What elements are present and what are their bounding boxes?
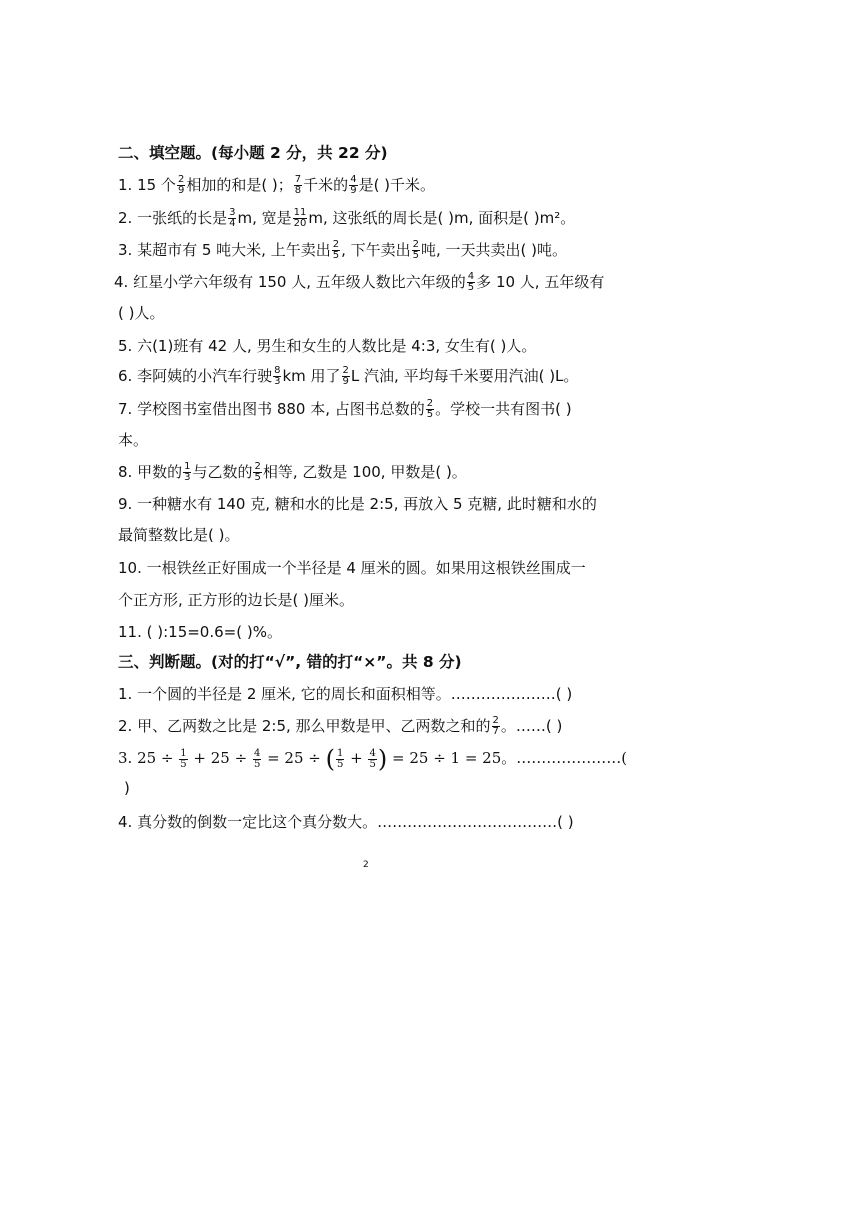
- question-2-10: 10. 一根铁丝正好围成一个半径是 4 厘米的圆。如果用这根铁丝围成一: [118, 559, 586, 577]
- fraction: $\frac{3}{4}$: [229, 207, 236, 229]
- section-2-title: 二、填空题。(每小题 2 分，共 22 分): [118, 144, 388, 162]
- question-2-8: 8. 甲数的 $\frac{1}{3}$ 与乙数的 $\frac{2}{5}$ 相等, 乙数是 100, 甲数是( )。: [118, 461, 467, 483]
- question-2-6: 6. 李阿姨的小汽车行驶 $\frac{8}{3}$ km 用了 $\frac{2}{9}$ L 汽油, 平均每千米要用汽油( )L。: [118, 365, 579, 387]
- fraction: $\frac{2}{5}$: [412, 239, 419, 261]
- fraction: $\frac{7}{8}$: [294, 174, 302, 196]
- question-2-3: 3. 某超市有 5 吨大米, 上午卖出 $\frac{2}{5}$ , 下午卖出 $\frac{2}{5}$ 吨, 一天共卖出( )吨。: [118, 239, 568, 261]
- question-2-4-cont: ( )人。: [118, 304, 165, 322]
- fraction: $\frac{2}{9}$: [342, 365, 349, 387]
- question-2-10-cont: 个正方形, 正方形的边长是( )厘米。: [118, 591, 355, 609]
- fraction: $\frac{1}{5}$: [180, 747, 187, 770]
- question-2-9: 9. 一种糖水有 140 克, 糖和水的比是 2:5, 再放入 5 克糖, 此时糖和水的: [118, 495, 597, 513]
- question-2-4: 4. 红星小学六年级有 150 人, 五年级人数比六年级的 $\frac{4}{5}$ 多 10 人, 五年级有: [114, 271, 605, 293]
- fraction: $\frac{4}{5}$: [253, 747, 261, 770]
- fraction: $\frac{2}{5}$: [426, 398, 434, 420]
- question-3-4: 4. 真分数的倒数一定比这个真分数大。………………………………( ): [118, 813, 574, 831]
- fraction: $\frac{4}{5}$: [467, 271, 475, 293]
- question-3-1: 1. 一个圆的半径是 2 厘米, 它的周长和面积相等。…………………( ): [118, 685, 573, 703]
- section-3-title: 三、判断题。(对的打“√”, 错的打“×”。共 8 分): [118, 653, 462, 671]
- fraction: $\frac{4}{9}$: [350, 174, 357, 196]
- question-3-2: 2. 甲、乙两数之比是 2:5, 那么甲数是甲、乙两数之和的 $\frac{2}{7}$ 。……( ): [118, 715, 563, 737]
- page-number: 2: [363, 860, 369, 870]
- fraction: $\frac{8}{3}$: [274, 365, 281, 387]
- fraction: $\frac{2}{7}$: [492, 715, 499, 737]
- question-3-3: 3. 25 ÷ $\frac{1}{5}$ + 25 ÷ $\frac{4}{5}$ = 25 ÷ ( $\frac{1}{5}$ + $\frac{4}{5}$ ) = 25 ÷ 1 = 25。…………………(: [118, 745, 628, 773]
- fraction: $\frac{1}{5}$: [337, 747, 344, 770]
- question-2-7: 7. 学校图书室借出图书 880 本, 占图书总数的 $\frac{2}{5}$ 。学校一共有图书( ): [118, 398, 572, 420]
- question-2-1: 1. 15 个 $\frac{2}{9}$ 相加的和是( )； $\frac{7}{8}$ 千米的 $\frac{4}{9}$ 是( )千米。: [118, 174, 436, 196]
- question-2-7-cont: 本。: [118, 431, 149, 449]
- question-2-9-cont: 最简整数比是( )。: [118, 526, 240, 544]
- question-2-11: 11. ( ):15=0.6=( )%。: [118, 623, 282, 641]
- fraction: $\frac{2}{9}$: [177, 174, 185, 196]
- question-2-2: 2. 一张纸的长是 $\frac{3}{4}$ m, 宽是 $\frac{11}{20}$ m, 这张纸的周长是( )m, 面积是( )m²。: [118, 207, 576, 229]
- fraction: $\frac{11}{20}$: [293, 207, 307, 229]
- question-2-5: 5. 六(1)班有 42 人, 男生和女生的人数比是 4:3, 女生有( )人。: [118, 337, 537, 355]
- fraction: $\frac{4}{5}$: [369, 747, 376, 770]
- fraction: $\frac{2}{5}$: [332, 239, 340, 261]
- fraction: $\frac{2}{5}$: [254, 461, 261, 483]
- question-3-3-cont: ): [124, 779, 130, 797]
- fraction: $\frac{1}{3}$: [184, 461, 191, 483]
